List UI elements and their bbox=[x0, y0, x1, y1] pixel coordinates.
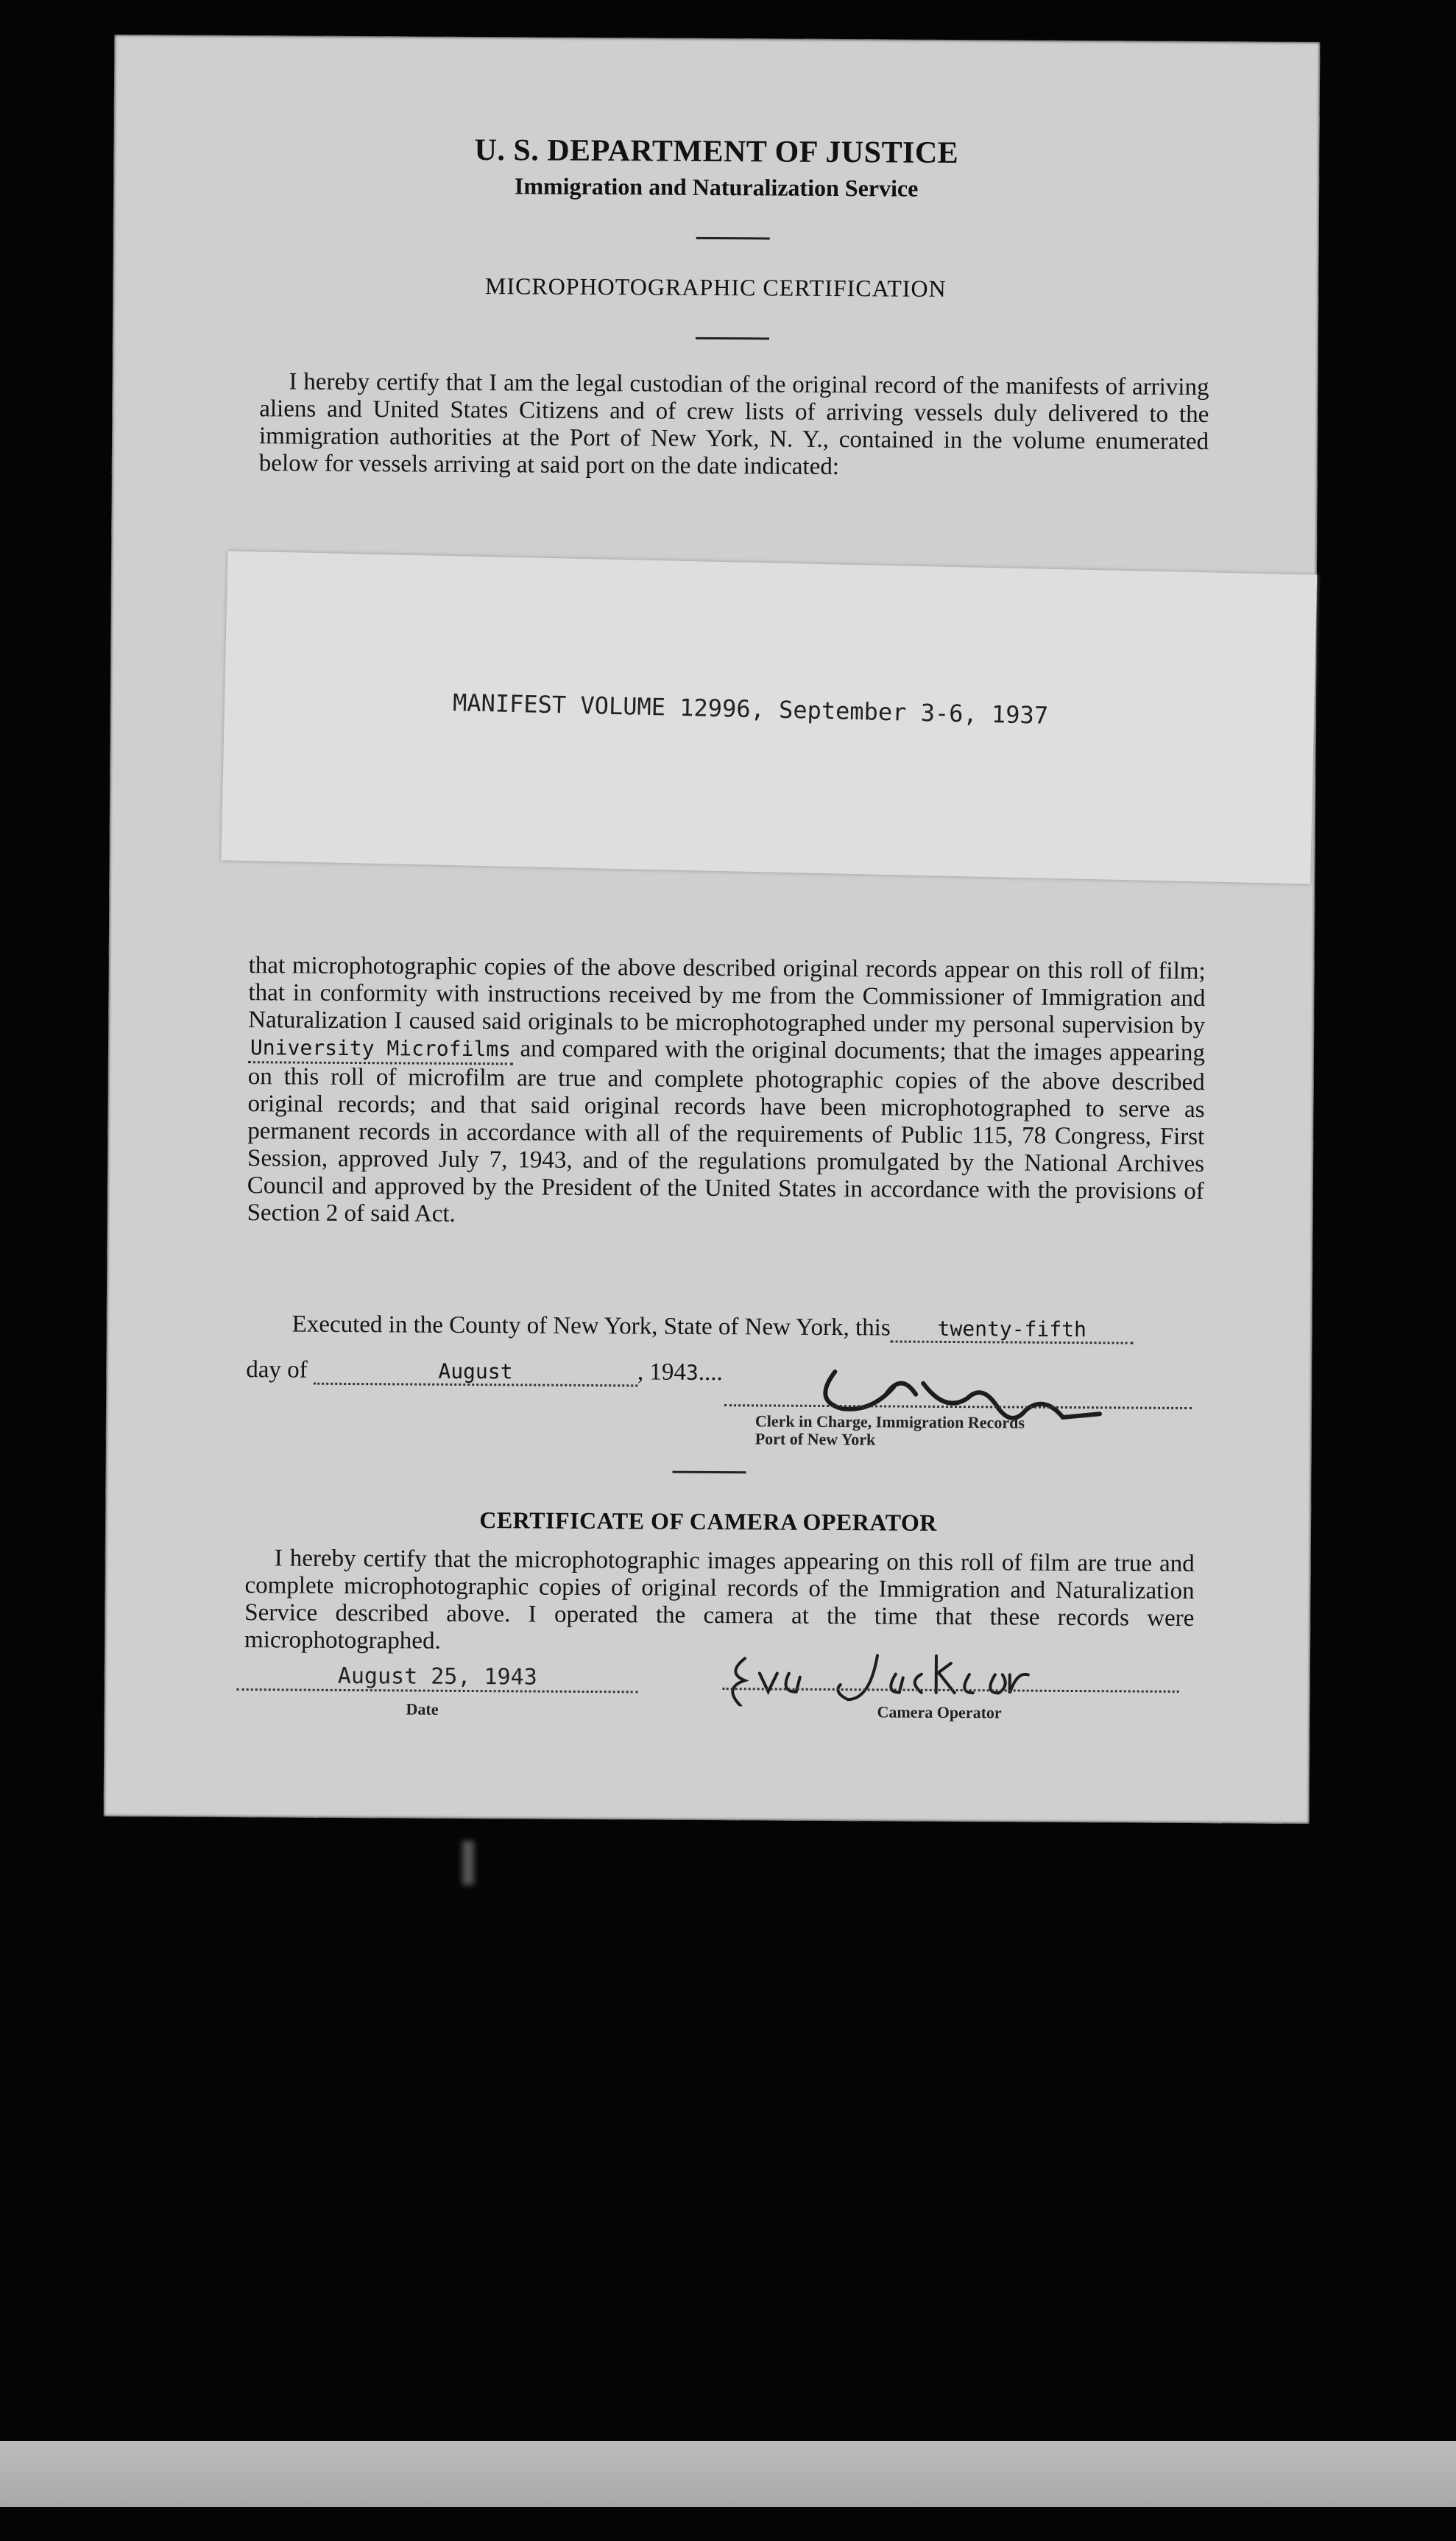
manifest-slip bbox=[221, 551, 1317, 884]
manifest-volume-text: MANIFEST VOLUME 12996, September 3-6, 1937 bbox=[452, 688, 1049, 730]
divider bbox=[672, 1471, 746, 1474]
certificate-page bbox=[104, 35, 1321, 1824]
page-title: U. S. DEPARTMENT OF JUSTICE bbox=[474, 133, 959, 171]
certification-text-part1: that microphotographic copies of the above described original records appear on this roll of film; that in conformity with instructions received by me from the Commissioner of Immigration and Naturalization I caused said originals to be microphotographed under my personal supervision by bbox=[248, 952, 1206, 1040]
divider bbox=[696, 337, 769, 340]
supervisor-field: University Microfilms bbox=[248, 1034, 513, 1065]
day-of-label: day of bbox=[246, 1356, 308, 1384]
custodian-statement: I hereby certify that I am the legal custodian of the original record of the manifests of arriving aliens and United States Citizens and of crew lists of arriving vessels duly delivered to the immigration authorities at the Port of New York, N. Y., contained in the volume enumerated below for vessels arriving at said port on the date indicated: bbox=[258, 368, 1209, 481]
camera-operator-signature bbox=[715, 1640, 1040, 1708]
section-heading: MICROPHOTOGRAPHIC CERTIFICATION bbox=[484, 272, 947, 302]
camera-certificate-text: I hereby certify that the microphotographic images appearing on this roll of film are true and complete microphotographic copies of original records of the Immigration and Naturalization Service described above. I operated the camera at the time that these records were microphotographed. bbox=[244, 1545, 1195, 1654]
clerk-caption bbox=[755, 1412, 1025, 1449]
camera-operator-label: Camera Operator bbox=[877, 1702, 1002, 1722]
film-artifact bbox=[462, 1841, 474, 1885]
divider bbox=[696, 237, 770, 240]
month-field: August bbox=[314, 1358, 637, 1387]
camera-certificate-heading: CERTIFICATE OF CAMERA OPERATOR bbox=[479, 1506, 938, 1536]
year-digit: 3 bbox=[685, 1360, 699, 1385]
clerk-caption-line2: Port of New York bbox=[754, 1429, 876, 1449]
clerk-caption-line1: Clerk in Charge, Immigration Records bbox=[754, 1412, 1025, 1432]
date-label: Date bbox=[406, 1699, 439, 1719]
day-of-line: day of August , 1943.... bbox=[246, 1356, 723, 1386]
executed-prefix: Executed in the County of New York, State of New York, this bbox=[291, 1311, 891, 1342]
executed-line bbox=[292, 1311, 1134, 1344]
day-field: twenty-fifth bbox=[891, 1316, 1134, 1344]
camera-date-field: August 25, 1943 bbox=[237, 1663, 638, 1693]
film-edge bbox=[0, 2441, 1456, 2507]
year-prefix: , 194 bbox=[637, 1358, 687, 1386]
certification-text-part2: and compared with the original documents; that the images appearing on this roll of microfilm are true and complete photographic copies of the above described original records; and that said original records have been microphotographed to serve as permanent records in accordance with all of the requirements of Public 115, 78 Congress, First Session, approved July 7, 1943, and of the regulations promulgated by the National Archives Council and approved by the President of the United States in accordance with the provisions of Section 2 of said Act. bbox=[247, 1035, 1206, 1227]
certification-body bbox=[247, 952, 1206, 1233]
page-subtitle: Immigration and Naturalization Service bbox=[514, 172, 919, 202]
